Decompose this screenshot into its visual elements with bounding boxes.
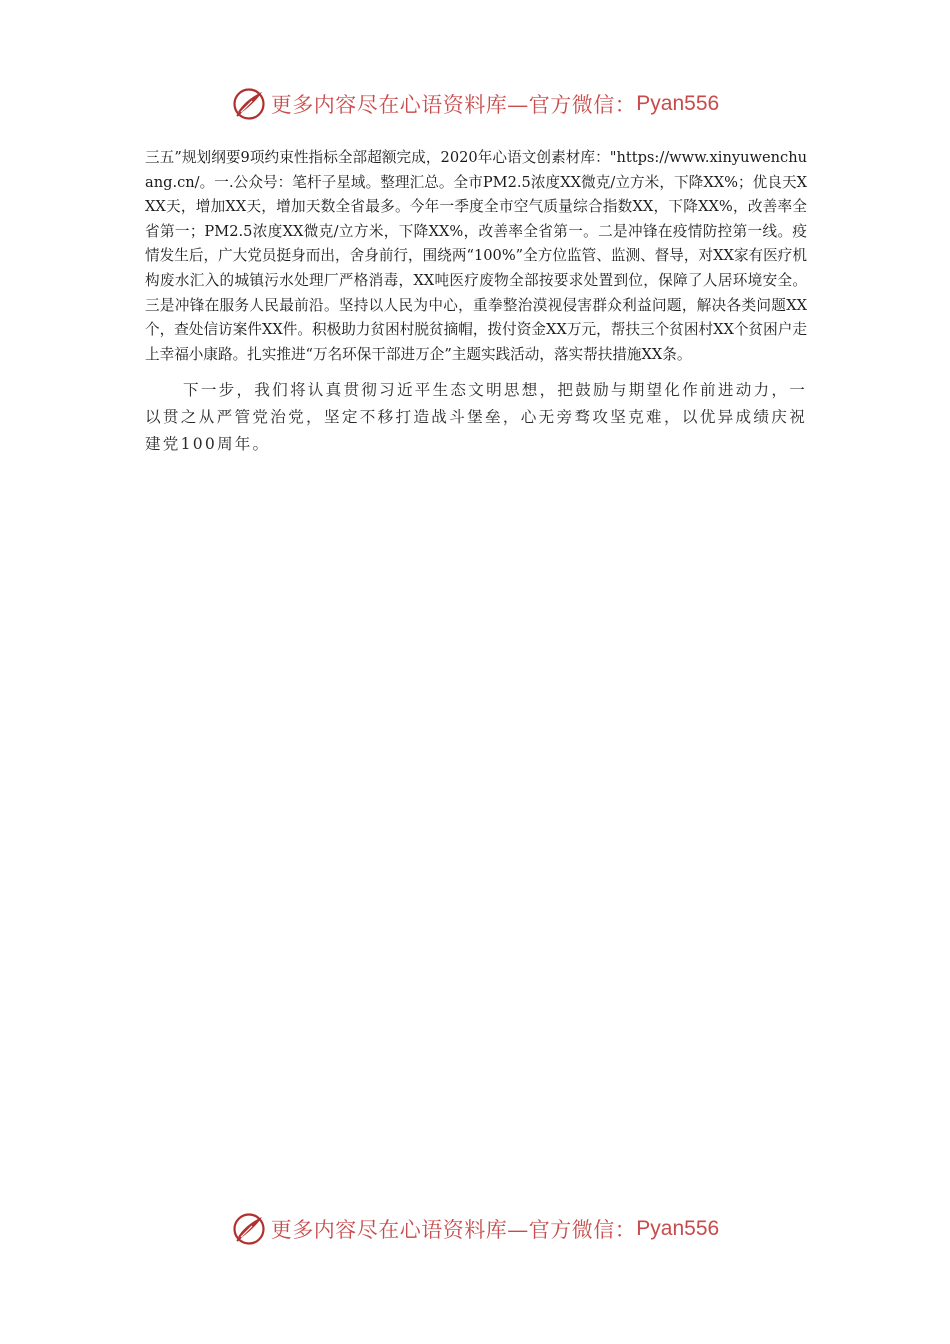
paragraph-2: 下一步，我们将认真贯彻习近平生态文明思想，把鼓励与期望化作前进动力，一以贯之从严管党治党，坚定不移打造战斗堡垒，心无旁骛攻坚克难，以优异成绩庆祝建党100周年。 bbox=[145, 381, 807, 454]
header-wechat-id: Pyan556 bbox=[636, 92, 720, 115]
paragraph-1: 三五”规划纲要9项约束性指标全部超额完成，2020年心语文创素材库："https://www.xinyuwenchuang.cn/。一.公众号：笔杆子星域。整理汇总。全市PM2.5浓度XX微克/立方米，下降XX%；优良天XXX天，增加XX天，增加天数全省最多。今年一季度全市空气质量综合指数XX，下降XX%，改善率全省第一；PM2.5浓度XX微克/立方米，下降XX%，改善率全省第一。二是冲锋在疫情防控第一线。疫情发生后，广大党员挺身而出，舍身前行，围绕两“100%”全方位监管、监测、督导，对XX家有医疗机构废水汇入的城镇污水处理厂严格消毒，XX吨医疗废物全部按要求处置到位，保障了人居环境安全。三是冲锋在服务人民最前沿。坚持以人民为中心，重拳整治漠视侵害群众利益问题，解决各类问题XX个，查处信访案件XX件。积极助力贫困村脱贫摘帽，拨付资金XX万元，帮扶三个贫困村XX个贫困户走上幸福小康路。扎实推进“万名环保干部进万企”主题实践活动，落实帮扶措施XX条。 bbox=[145, 149, 807, 363]
document-body bbox=[145, 146, 807, 458]
footer-banner-text: 更多内容尽在心语资料库—官方微信： bbox=[270, 1218, 637, 1242]
quill-pen-logo-icon bbox=[231, 1211, 267, 1247]
header-banner-text: 更多内容尽在心语资料库—官方微信： bbox=[270, 93, 637, 117]
footer-wechat-id: Pyan556 bbox=[636, 1217, 720, 1240]
footer-banner bbox=[0, 1207, 950, 1251]
quill-pen-logo-icon bbox=[231, 86, 267, 122]
header-banner bbox=[0, 82, 950, 126]
